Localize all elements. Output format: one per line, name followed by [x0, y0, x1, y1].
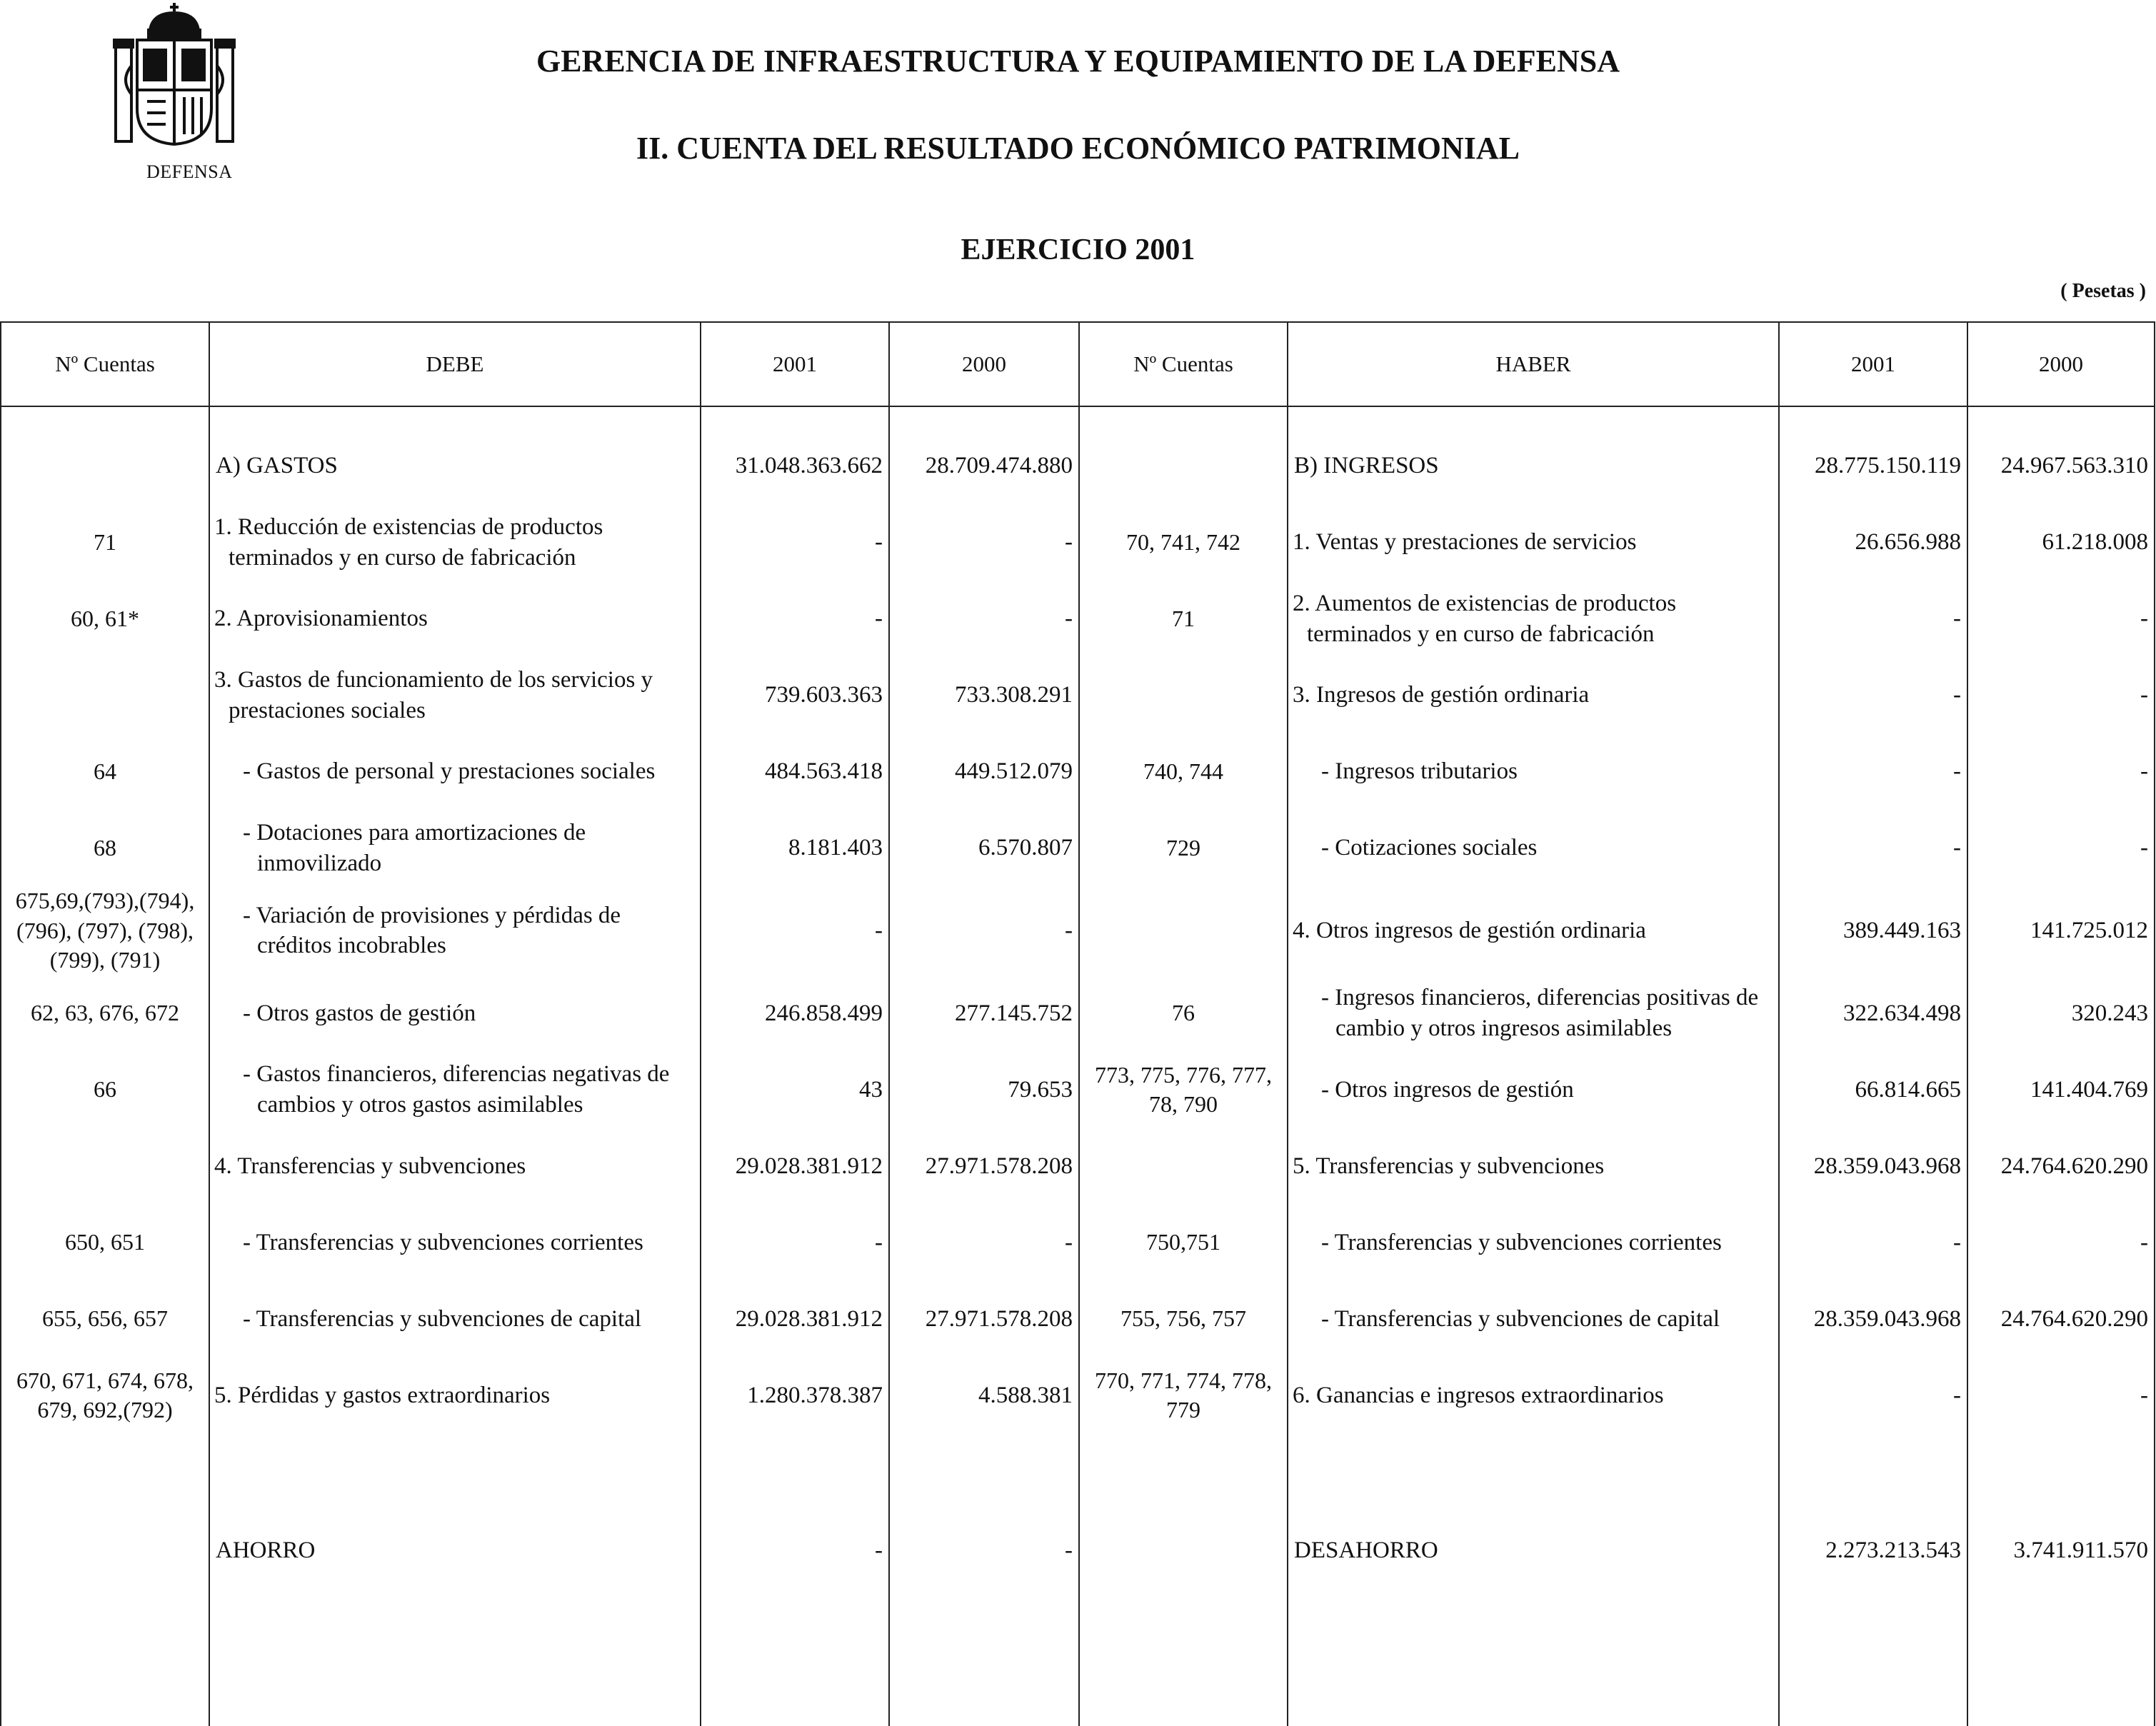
debe-2001-cell: - — [701, 581, 889, 657]
cuentas-debe-cell — [1, 1512, 209, 1589]
col-header-2001-haber: 2001 — [1779, 322, 1967, 406]
haber-2001-cell: - — [1779, 733, 1967, 810]
table-spacer-row — [1, 1589, 2155, 1726]
haber-concept-cell: - Otros ingresos de gestión — [1288, 1052, 1779, 1128]
cuentas-haber-cell: 750,751 — [1079, 1205, 1288, 1281]
haber-2001-cell: 26.656.988 — [1779, 504, 1967, 581]
haber-2001-cell: 28.775.150.119 — [1779, 428, 1967, 504]
crest-label: DEFENSA — [146, 161, 233, 182]
haber-concept-cell: - Ingresos tributarios — [1288, 733, 1779, 810]
debe-2000-cell: - — [889, 1205, 1079, 1281]
cuentas-debe-cell: 64 — [1, 733, 209, 810]
table-row — [1, 1128, 2155, 1205]
haber-concept-cell: B) INGRESOS — [1288, 428, 1779, 504]
debe-2001-cell: - — [701, 886, 889, 975]
haber-2001-cell: 322.634.498 — [1779, 975, 1967, 1052]
cuentas-debe-cell: 71 — [1, 504, 209, 581]
haber-2001-cell: - — [1779, 1358, 1967, 1434]
cuentas-haber-cell: 755, 756, 757 — [1079, 1281, 1288, 1358]
cuentas-haber-cell: 740, 744 — [1079, 733, 1288, 810]
haber-2000-cell: - — [1967, 733, 2155, 810]
haber-2001-cell: - — [1779, 581, 1967, 657]
cuentas-haber-cell — [1079, 1128, 1288, 1205]
table-row — [1, 886, 2155, 975]
table-row — [1, 1281, 2155, 1358]
income-statement-table — [0, 321, 2155, 1726]
cuentas-haber-cell: 773, 775, 776, 777, 78, 790 — [1079, 1052, 1288, 1128]
haber-2000-cell: 141.404.769 — [1967, 1052, 2155, 1128]
debe-concept-cell: - Transferencias y subvenciones corrientes — [209, 1205, 701, 1281]
haber-2001-cell: 389.449.163 — [1779, 886, 1967, 975]
haber-2000-cell: - — [1967, 810, 2155, 886]
debe-2000-cell: 277.145.752 — [889, 975, 1079, 1052]
table-row — [1, 810, 2155, 886]
debe-2001-cell: - — [701, 1512, 889, 1589]
haber-concept-cell: 2. Aumentos de existencias de productos terminados y en curso de fabricación — [1288, 581, 1779, 657]
haber-concept-cell: - Transferencias y subvenciones corrientes — [1288, 1205, 1779, 1281]
cuentas-haber-cell — [1079, 657, 1288, 733]
debe-2001-cell: 484.563.418 — [701, 733, 889, 810]
haber-2000-cell: 61.218.008 — [1967, 504, 2155, 581]
debe-concept-cell: - Transferencias y subvenciones de capital — [209, 1281, 701, 1358]
table-row — [1, 581, 2155, 657]
col-header-2001-debe: 2001 — [701, 322, 889, 406]
haber-concept-cell: 5. Transferencias y subvenciones — [1288, 1128, 1779, 1205]
debe-2001-cell: 29.028.381.912 — [701, 1128, 889, 1205]
col-header-2000-haber: 2000 — [1967, 322, 2155, 406]
cuentas-debe-cell — [1, 428, 209, 504]
debe-concept-cell: 4. Transferencias y subvenciones — [209, 1128, 701, 1205]
cuentas-debe-cell: 62, 63, 676, 672 — [1, 975, 209, 1052]
cuentas-debe-cell: 670, 671, 674, 678, 679, 692,(792) — [1, 1358, 209, 1434]
haber-concept-cell: 3. Ingresos de gestión ordinaria — [1288, 657, 1779, 733]
desahorro-label: DESAHORRO — [1288, 1512, 1779, 1589]
col-header-2000-debe: 2000 — [889, 322, 1079, 406]
debe-2000-cell: 6.570.807 — [889, 810, 1079, 886]
cuentas-debe-cell: 675,69,(793),(794), (796), (797), (798), (799), (791) — [1, 886, 209, 975]
debe-2000-cell: - — [889, 504, 1079, 581]
haber-concept-cell: - Ingresos financieros, diferencias positivas de cambio y otros ingresos asimilables — [1288, 975, 1779, 1052]
organization-title: GERENCIA DE INFRAESTRUCTURA Y EQUIPAMIENTO DE LA DEFENSA — [536, 44, 1620, 79]
table-spacer-row — [1, 1434, 2155, 1512]
cuentas-haber-cell: 76 — [1079, 975, 1288, 1052]
debe-2001-cell: 29.028.381.912 — [701, 1281, 889, 1358]
table-row — [1, 1358, 2155, 1434]
debe-2001-cell: 43 — [701, 1052, 889, 1128]
debe-2001-cell: 739.603.363 — [701, 657, 889, 733]
debe-2001-cell: - — [701, 504, 889, 581]
col-header-cuentas-haber: Nº Cuentas — [1079, 322, 1288, 406]
debe-2001-cell: 31.048.363.662 — [701, 428, 889, 504]
debe-2000-cell: - — [889, 886, 1079, 975]
haber-2001-cell: 28.359.043.968 — [1779, 1281, 1967, 1358]
haber-2000-cell: 3.741.911.570 — [1967, 1512, 2155, 1589]
haber-concept-cell: - Cotizaciones sociales — [1288, 810, 1779, 886]
haber-2001-cell: - — [1779, 657, 1967, 733]
report-title: II. CUENTA DEL RESULTADO ECONÓMICO PATRIMONIAL — [636, 131, 1520, 166]
currency-unit-label: ( Pesetas ) — [2060, 280, 2146, 302]
debe-2000-cell: 733.308.291 — [889, 657, 1079, 733]
table-row — [1, 657, 2155, 733]
debe-concept-cell: - Variación de provisiones y pérdidas de créditos incobrables — [209, 886, 701, 975]
haber-2000-cell: - — [1967, 657, 2155, 733]
cuentas-haber-cell: 770, 771, 774, 778, 779 — [1079, 1358, 1288, 1434]
haber-2001-cell: 66.814.665 — [1779, 1052, 1967, 1128]
haber-2000-cell: 320.243 — [1967, 975, 2155, 1052]
haber-2000-cell: 141.725.012 — [1967, 886, 2155, 975]
debe-concept-cell: - Dotaciones para amortizaciones de inmovilizado — [209, 810, 701, 886]
debe-2000-cell: 4.588.381 — [889, 1358, 1079, 1434]
debe-2001-cell: 8.181.403 — [701, 810, 889, 886]
debe-2001-cell: 1.280.378.387 — [701, 1358, 889, 1434]
debe-concept-cell: 1. Reducción de existencias de productos terminados y en curso de fabricación — [209, 504, 701, 581]
cuentas-haber-cell: 70, 741, 742 — [1079, 504, 1288, 581]
cuentas-haber-cell: 71 — [1079, 581, 1288, 657]
cuentas-debe-cell: 655, 656, 657 — [1, 1281, 209, 1358]
debe-concept-cell: - Gastos financieros, diferencias negativas de cambios y otros gastos asimilables — [209, 1052, 701, 1128]
haber-2001-cell: 28.359.043.968 — [1779, 1128, 1967, 1205]
table-row — [1, 504, 2155, 581]
cuentas-debe-cell — [1, 1128, 209, 1205]
cuentas-debe-cell: 60, 61* — [1, 581, 209, 657]
table-row-totals — [1, 428, 2155, 504]
col-header-debe: DEBE — [209, 322, 701, 406]
haber-2000-cell: 24.967.563.310 — [1967, 428, 2155, 504]
ahorro-label: AHORRO — [209, 1512, 701, 1589]
haber-concept-cell: 4. Otros ingresos de gestión ordinaria — [1288, 886, 1779, 975]
debe-2000-cell: 79.653 — [889, 1052, 1079, 1128]
debe-2001-cell: 246.858.499 — [701, 975, 889, 1052]
table-row — [1, 733, 2155, 810]
debe-2000-cell: 449.512.079 — [889, 733, 1079, 810]
fiscal-year-title: EJERCICIO 2001 — [961, 234, 1195, 266]
cuentas-debe-cell — [1, 657, 209, 733]
debe-concept-cell: - Otros gastos de gestión — [209, 975, 701, 1052]
haber-2001-cell: 2.273.213.543 — [1779, 1512, 1967, 1589]
haber-concept-cell: 6. Ganancias e ingresos extraordinarios — [1288, 1358, 1779, 1434]
table-row — [1, 975, 2155, 1052]
col-header-haber: HABER — [1288, 322, 1779, 406]
table-spacer-row — [1, 406, 2155, 428]
debe-concept-cell: 2. Aprovisionamientos — [209, 581, 701, 657]
debe-2000-cell: - — [889, 1512, 1079, 1589]
table-row-result — [1, 1512, 2155, 1589]
table-header-row — [1, 322, 2155, 406]
cuentas-debe-cell: 68 — [1, 810, 209, 886]
table-row — [1, 1052, 2155, 1128]
debe-2000-cell: 28.709.474.880 — [889, 428, 1079, 504]
debe-2001-cell: - — [701, 1205, 889, 1281]
cuentas-debe-cell: 650, 651 — [1, 1205, 209, 1281]
cuentas-debe-cell: 66 — [1, 1052, 209, 1128]
cuentas-haber-cell: 729 — [1079, 810, 1288, 886]
haber-2000-cell: - — [1967, 1358, 2155, 1434]
debe-concept-cell: - Gastos de personal y prestaciones sociales — [209, 733, 701, 810]
haber-2000-cell: 24.764.620.290 — [1967, 1281, 2155, 1358]
haber-2001-cell: - — [1779, 810, 1967, 886]
haber-2000-cell: - — [1967, 581, 2155, 657]
haber-2000-cell: 24.764.620.290 — [1967, 1128, 2155, 1205]
debe-2000-cell: 27.971.578.208 — [889, 1281, 1079, 1358]
table-row — [1, 1205, 2155, 1281]
debe-2000-cell: 27.971.578.208 — [889, 1128, 1079, 1205]
cuentas-haber-cell — [1079, 1512, 1288, 1589]
haber-concept-cell: 1. Ventas y prestaciones de servicios — [1288, 504, 1779, 581]
debe-concept-cell: 3. Gastos de funcionamiento de los servicios y prestaciones sociales — [209, 657, 701, 733]
col-header-cuentas-debe: Nº Cuentas — [1, 322, 209, 406]
cuentas-haber-cell — [1079, 886, 1288, 975]
haber-2000-cell: - — [1967, 1205, 2155, 1281]
debe-concept-cell: A) GASTOS — [209, 428, 701, 504]
haber-concept-cell: - Transferencias y subvenciones de capital — [1288, 1281, 1779, 1358]
debe-2000-cell: - — [889, 581, 1079, 657]
cuentas-haber-cell — [1079, 428, 1288, 504]
debe-concept-cell: 5. Pérdidas y gastos extraordinarios — [209, 1358, 701, 1434]
haber-2001-cell: - — [1779, 1205, 1967, 1281]
